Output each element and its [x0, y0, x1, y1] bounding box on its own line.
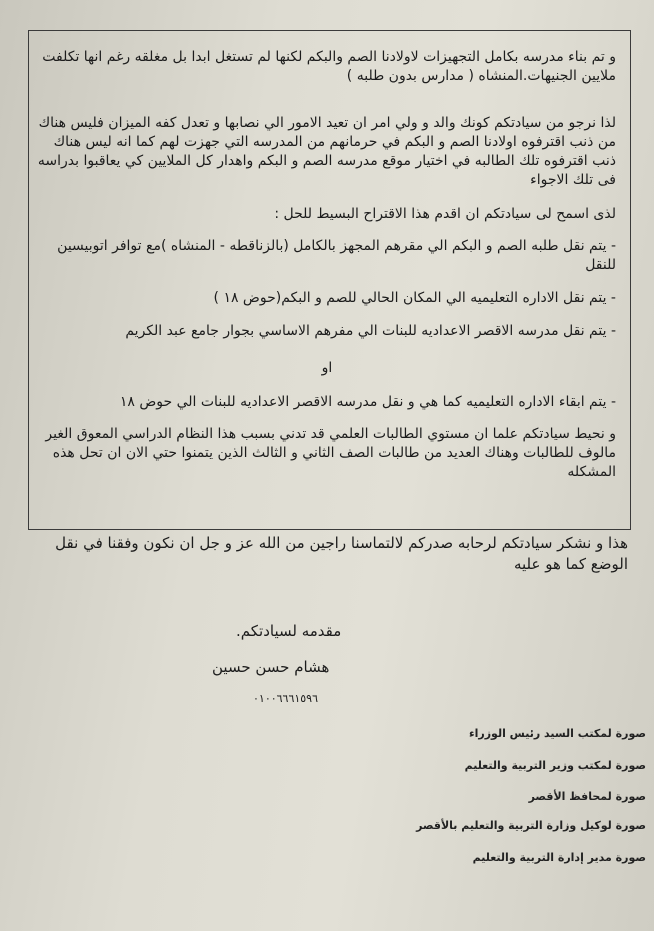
appeal-paragraph: لذا نرجو من سيادتكم كونك والد و ولي امر ان تعيد الامور الي نصابها و تعدل كفه الميزان فليس هناك من ذنب اقترفوه اولادنا الصم و البكم في حرمانهم من المدرسه التي جهزت لهم كما انه ليس هناك ذنب اقترفوه تلك الطالبه في اختيار موقع مدرسه الصم و البكم واهدار كل الملايين كي يعاقبوا بدراسه فى تلك الاجواء: [37, 115, 616, 188]
submitted-line: مقدمه لسيادتكم.: [236, 622, 342, 640]
proposal-item-4: - يتم ابقاء الاداره التعليميه كما هي و نقل مدرسه الاقصر الاعداديه للبنات الي حوض ١٨: [119, 394, 616, 410]
cc-line-5: صورة مدير إدارة التربية والتعليم: [472, 851, 646, 864]
thanks-paragraph: هذا و نشكر سيادتكم لرحابه صدركم لالتماسنا راجين من الله عز و جل ان نكون وفقنا في نقل الوضع كما هو عليه: [55, 534, 628, 573]
cc-line-1: صورة لمكتب السيد رئيس الوزراء: [468, 727, 646, 740]
proposal-item-1: - يتم نقل طلبه الصم و البكم الي مقرهم المجهز بالكامل (بالزناقطه - المنشاه )مع توافر اتوبيسين للنقل: [57, 238, 616, 273]
cc-line-3: صورة لمحافظ الأقصر: [528, 790, 646, 803]
proposal-intro: لذى اسمح لى سيادتكم ان اقدم هذا الاقتراح البسيط للحل :: [274, 206, 616, 222]
or-separator: او: [321, 360, 333, 376]
sender-phone: ٠١٠٠٦٦٦١٥٩٦: [253, 692, 318, 705]
notice-paragraph: و نحيط سيادتكم علما ان مستوي الطالبات العلمي قد تدني بسبب هذا النظام الدراسي المعوق الغير مالوف للطالبات وهناك العديد من طالبات الصف الثاني و الثالث الذين يتمنوا حتي الان ان تحل هذه المشكله: [45, 426, 616, 480]
proposal-item-3: - يتم نقل مدرسه الاقصر الاعداديه للبنات الي مفرهم الاساسي بجوار جامع عبد الكريم: [125, 323, 616, 339]
cc-line-2: صورة لمكتب وزير التربية والتعليم: [464, 759, 646, 772]
cc-line-4: صورة لوكيل وزارة التربية والتعليم بالأقصر: [416, 819, 646, 832]
sender-name: هشام حسن حسين: [212, 658, 330, 676]
intro-paragraph: و تم بناء مدرسه بكامل التجهيزات لاولادنا الصم والبكم لكنها لم تستغل ابدا بل مغلقه رغم انها تكلفت ملايين الجنيهات.المنشاه ( مدارس بدون طلبه ): [42, 49, 616, 84]
proposal-item-2: - يتم نقل الاداره التعليميه الي المكان الحالي للصم و البكم(حوض ١٨ ): [213, 290, 616, 306]
